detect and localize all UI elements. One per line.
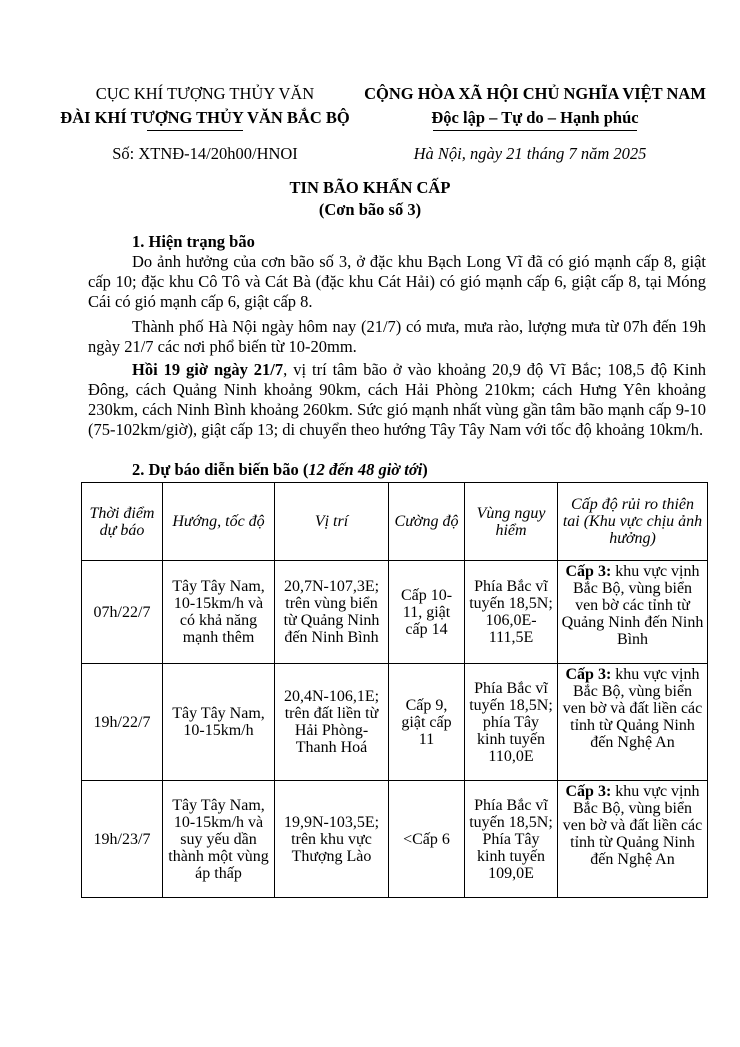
cell-intensity: <Cấp 6 [389, 781, 465, 898]
storm-status-text: , vị trí tâm bão ở vào khoảng 20,9 độ Vĩ Bắc; 108,5 độ Kinh Đông, cách Quảng Ninh khoảng 90km, cách Hải Phòng 210km; cách Hưng Yên khoảng 230km, cách Ninh Bình khoảng 260km. Sức gió mạnh nhất vùng gần tâm bão mạnh cấp 9-10 (75-102km/giờ), giật cấp 13; di chuyển theo hướng Tây Tây Nam với tốc độ khoảng 10km/h. [88, 360, 707, 439]
section-2-heading-text: 2. Dự báo diễn biến bão ( [132, 460, 309, 479]
table-header-row [82, 483, 708, 561]
section-2-heading-range: 12 đến 48 giờ tới [308, 460, 423, 479]
section-1-heading: 1. Hiện trạng bão [132, 232, 255, 251]
cell-intensity: Cấp 10-11, giật cấp 14 [389, 561, 465, 664]
motto-underline [433, 130, 637, 131]
header-time: Thời điểm dự báo [82, 483, 163, 561]
cell-position: 20,7N-107,3E; trên vùng biển từ Quảng Ninh đến Ninh Bình [275, 561, 389, 664]
agency-name: ĐÀI KHÍ TƯỢNG THỦY VĂN BẮC BỘ [60, 108, 350, 127]
risk-area: khu vực vịnh Bắc Bộ, vùng biển ven bờ và đất liền các tỉnh từ Quảng Ninh đến Nghệ An [562, 666, 703, 751]
header-intensity: Cường độ [389, 483, 465, 561]
cell-position: 19,9N-103,5E; trên khu vực Thượng Lào [275, 781, 389, 898]
country-name: CỘNG HÒA XÃ HỘI CHỦ NGHĨA VIỆT NAM [364, 84, 706, 103]
risk-area: khu vực vịnh Bắc Bộ, vùng biển ven bờ và đất liền các tỉnh từ Quảng Ninh đến Nghệ An [562, 783, 703, 868]
header-danger-zone: Vùng nguy hiểm [465, 483, 558, 561]
cell-risk [558, 781, 708, 898]
cell-danger-zone: Phía Bắc vĩ tuyến 18,5N; 106,0E-111,5E [465, 561, 558, 664]
forecast-table [81, 482, 708, 898]
cell-intensity: Cấp 9, giật cấp 11 [389, 664, 465, 781]
agency-underline [147, 130, 243, 131]
cell-time: 07h/22/7 [82, 561, 163, 664]
cell-position: 20,4N-106,1E; trên đất liền từ Hải Phòng-Thanh Hoá [275, 664, 389, 781]
section-1-paragraph-2: Thành phố Hà Nội ngày hôm nay (21/7) có mưa, mưa rào, lượng mưa từ 07h đến 19h ngày 21/7 các nơi phổ biến từ 10-20mm. [88, 317, 706, 356]
cell-risk [558, 664, 708, 781]
risk-area: khu vực vịnh Bắc Bộ, vùng biển ven bờ các tỉnh từ Quảng Ninh đến Ninh Bình [561, 563, 704, 648]
cell-direction: Tây Tây Nam, 10-15km/h [163, 664, 275, 781]
risk-level: Cấp 3: [565, 783, 612, 800]
doc-number: Số: XTNĐ-14/20h00/HNOI [112, 144, 298, 163]
document-title: TIN BÃO KHẨN CẤP [289, 178, 451, 197]
header-risk-level: Cấp độ rủi ro thiên tai (Khu vực chịu ảnh hưởng) [558, 483, 708, 561]
section-1-paragraph-3 [88, 360, 706, 440]
place-date: Hà Nội, ngày 21 tháng 7 năm 2025 [413, 144, 647, 163]
header-position: Vị trí [275, 483, 389, 561]
table-row [82, 781, 708, 898]
document-subtitle: (Cơn bão số 3) [318, 200, 422, 219]
cell-direction: Tây Tây Nam, 10-15km/h và suy yếu dần thành một vùng áp thấp [163, 781, 275, 898]
cell-risk [558, 561, 708, 664]
cell-danger-zone: Phía Bắc vĩ tuyến 18,5N; Phía Tây kinh tuyến 109,0E [465, 781, 558, 898]
header-direction: Hướng, tốc độ [163, 483, 275, 561]
cell-time: 19h/23/7 [82, 781, 163, 898]
section-1-paragraph-1: Do ảnh hưởng của cơn bão số 3, ở đặc khu Bạch Long Vĩ đã có gió mạnh cấp 8, giật cấp 10; đặc khu Cô Tô và Cát Bà (đặc khu Cát Hải) có gió mạnh cấp 6, giật cấp 8, tại Móng Cái có gió mạnh cấp 6, giật cấp 8. [88, 252, 706, 311]
risk-level: Cấp 3: [565, 666, 612, 683]
agency-parent: CỤC KHÍ TƯỢNG THỦY VĂN [95, 84, 315, 103]
storm-time: Hồi 19 giờ ngày 21/7 [132, 360, 284, 379]
section-2-heading [132, 460, 632, 480]
cell-direction: Tây Tây Nam, 10-15km/h và có khả năng mạnh thêm [163, 561, 275, 664]
table-row [82, 664, 708, 781]
cell-time: 19h/22/7 [82, 664, 163, 781]
motto: Độc lập – Tự do – Hạnh phúc [431, 108, 639, 127]
cell-danger-zone: Phía Bắc vĩ tuyến 18,5N; phía Tây kinh tuyến 110,0E [465, 664, 558, 781]
risk-level: Cấp 3: [565, 563, 612, 580]
section-2-heading-close: ) [422, 460, 428, 479]
table-row [82, 561, 708, 664]
